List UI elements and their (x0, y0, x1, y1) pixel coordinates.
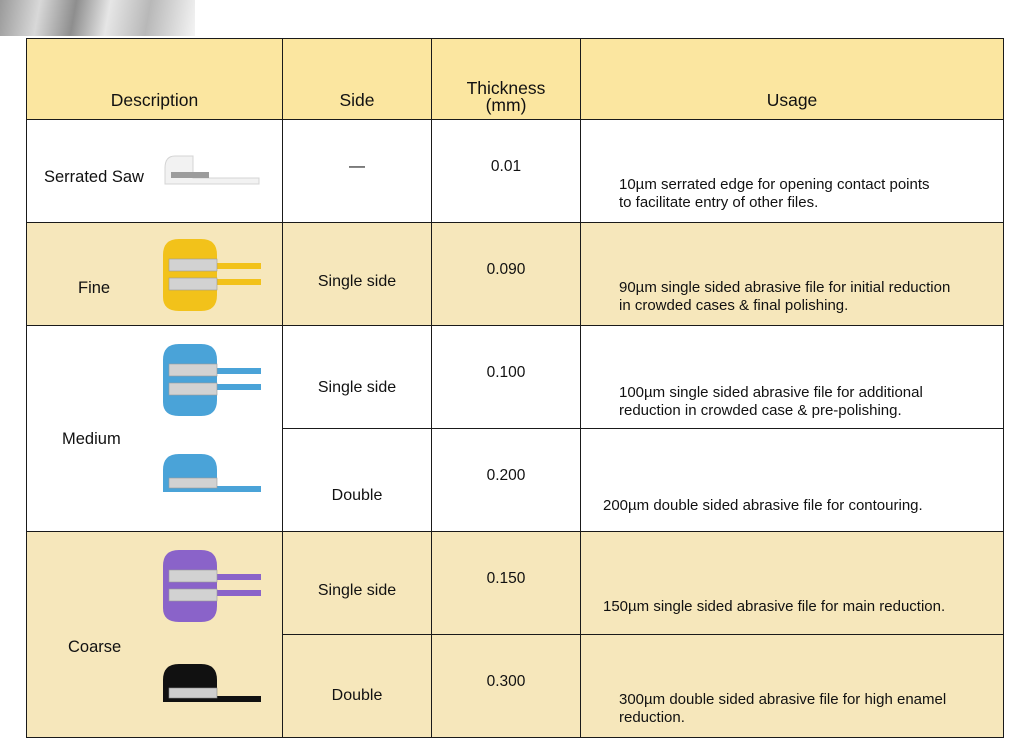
usage-cell (581, 223, 1004, 326)
header-usage: Usage (581, 39, 1004, 120)
description-cell (27, 532, 283, 738)
strip-files-table (26, 38, 1004, 738)
usage-line-2: reduction in crowded case & pre-polishing. (619, 402, 902, 419)
side-value: Double (331, 687, 383, 704)
usage-cell (581, 326, 1004, 429)
usage-line-2: in crowded cases & final polishing. (619, 297, 849, 314)
description-label: Medium (62, 430, 121, 448)
header-thickness (432, 39, 581, 120)
medium-double-file-image (161, 452, 265, 496)
description-cell (27, 326, 283, 532)
side-value: Double (331, 487, 383, 504)
thickness-cell (432, 532, 581, 635)
description-label: Coarse (68, 638, 122, 656)
side-cell (283, 223, 432, 326)
serrated-saw-image (163, 150, 263, 190)
thickness-value: 0.150 (486, 570, 526, 587)
table-header-row (27, 39, 1004, 120)
usage-cell (581, 532, 1004, 635)
table-row (27, 532, 1004, 635)
table-row (27, 223, 1004, 326)
side-cell (283, 429, 432, 532)
description-cell (27, 120, 283, 223)
usage-line-1: 300µm double sided abrasive file for high enamel (619, 691, 947, 708)
usage-line-2: to facilitate entry of other files. (619, 194, 819, 211)
side-value: Single side (317, 273, 397, 290)
metallic-corner-decoration (0, 0, 195, 36)
usage-cell (581, 429, 1004, 532)
usage-cell (581, 120, 1004, 223)
side-cell (283, 120, 432, 223)
coarse-single-file-image (161, 546, 265, 626)
usage-line-2: reduction. (619, 709, 685, 726)
side-value: Single side (317, 379, 397, 396)
usage-text (619, 279, 950, 315)
thickness-cell (432, 223, 581, 326)
usage-text (603, 598, 945, 616)
side-cell (283, 326, 432, 429)
usage-text (619, 384, 923, 420)
fine-file-image (161, 235, 265, 315)
medium-single-file-image (161, 340, 265, 420)
thickness-cell (432, 635, 581, 738)
header-description: Description (27, 39, 283, 120)
header-thickness-unit: (mm) (485, 95, 527, 115)
usage-line-1: 150µm single sided abrasive file for main reduction. (603, 598, 946, 615)
thickness-value: 0.200 (486, 467, 526, 484)
usage-line-1: 10µm serrated edge for opening contact points (619, 176, 930, 193)
thickness-cell (432, 120, 581, 223)
usage-line-1: 90µm single sided abrasive file for initial reduction (619, 279, 951, 296)
header-side: Side (283, 39, 432, 120)
side-value: Single side (317, 582, 397, 599)
side-value: — (349, 158, 365, 175)
description-cell (27, 223, 283, 326)
thickness-value: 0.100 (486, 364, 526, 381)
usage-text (619, 691, 946, 727)
usage-cell (581, 635, 1004, 738)
thickness-value: 0.090 (486, 261, 526, 278)
table-row (27, 120, 1004, 223)
thickness-value: 0.300 (486, 673, 526, 690)
usage-text (619, 176, 930, 212)
thickness-cell (432, 429, 581, 532)
header-thickness-label: Thickness (466, 78, 546, 98)
usage-line-1: 100µm single sided abrasive file for additional (619, 384, 923, 401)
thickness-value: 0.01 (490, 158, 522, 175)
description-label: Fine (78, 279, 111, 297)
thickness-cell (432, 326, 581, 429)
usage-line-1: 200µm double sided abrasive file for contouring. (603, 497, 923, 514)
side-cell (283, 532, 432, 635)
table-row (27, 326, 1004, 429)
side-cell (283, 635, 432, 738)
coarse-double-file-image (161, 662, 265, 706)
usage-text (603, 497, 923, 515)
description-label: Serrated Saw (44, 168, 144, 186)
